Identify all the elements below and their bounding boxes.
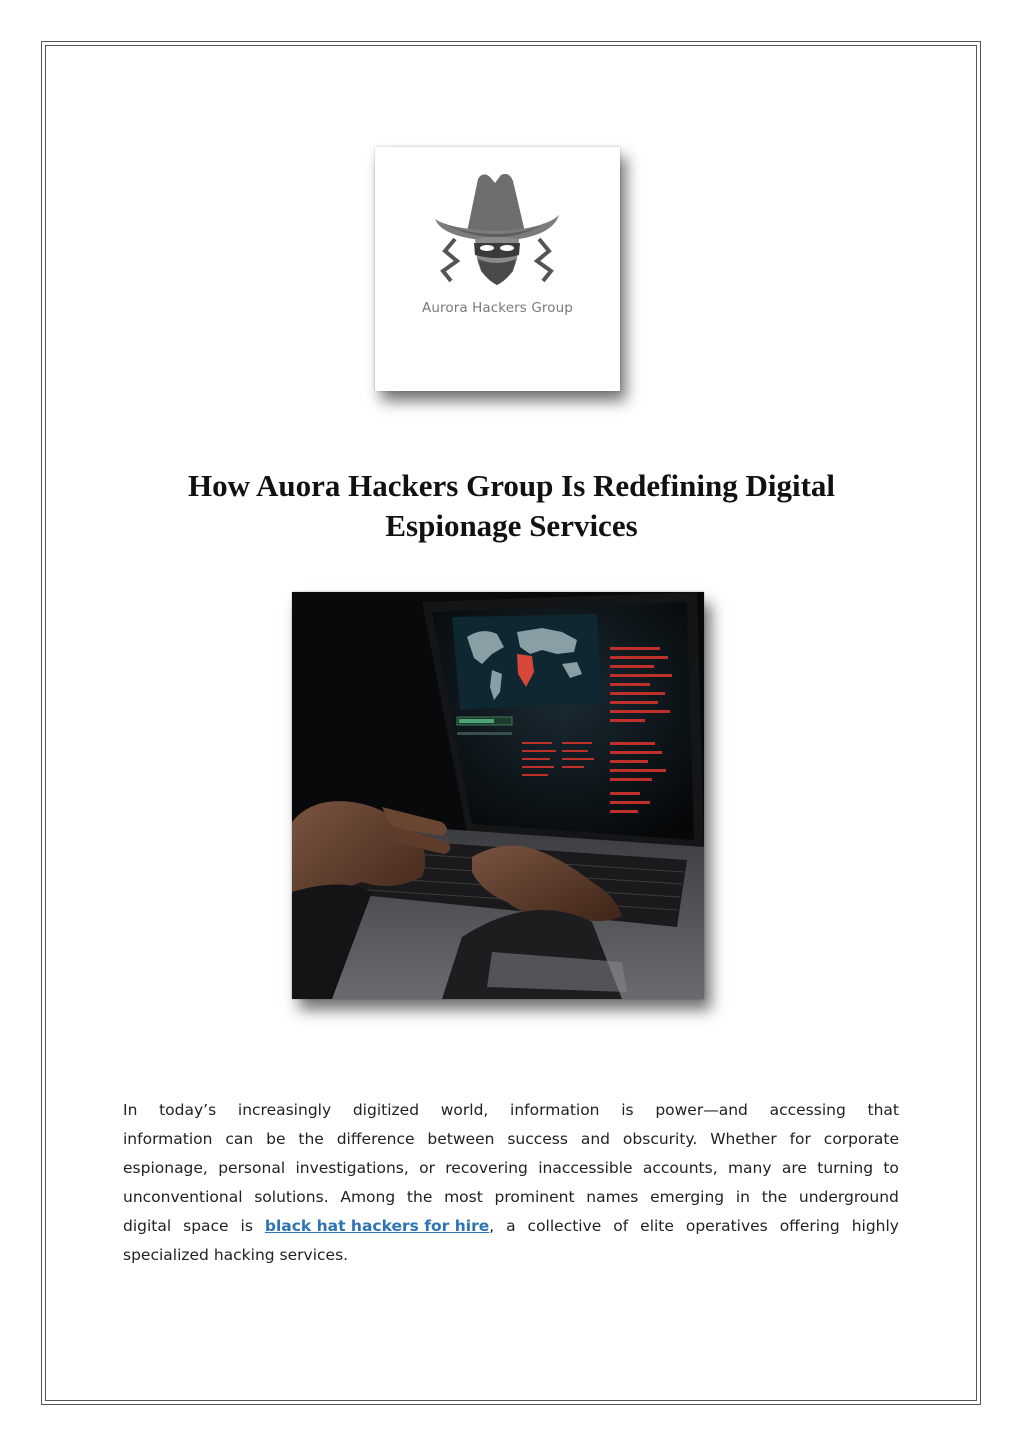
word: investigations,	[295, 1159, 409, 1177]
word: can	[225, 1130, 254, 1148]
word: to	[883, 1159, 899, 1177]
page-title	[120, 466, 903, 546]
word: espionage,	[123, 1159, 208, 1177]
word: Whether	[710, 1130, 777, 1148]
laptop-photo-art	[292, 592, 704, 999]
word: emerging	[650, 1188, 725, 1206]
hat-masked-hacker-icon	[375, 147, 620, 297]
word: between	[427, 1130, 495, 1148]
word: Among	[340, 1188, 396, 1206]
paragraph-line-6	[123, 1241, 899, 1270]
word: offering	[779, 1217, 840, 1235]
word: that	[867, 1101, 899, 1119]
word: collective	[527, 1217, 602, 1235]
word: or	[419, 1159, 435, 1177]
word: world,	[440, 1101, 489, 1119]
word: solutions.	[254, 1188, 329, 1206]
logo-card	[375, 147, 620, 391]
paragraph-line-2	[123, 1125, 899, 1154]
word: ,	[489, 1217, 495, 1235]
word: underground	[798, 1188, 899, 1206]
word: information	[510, 1101, 600, 1119]
logo-brand-text: Aurora Hackers Group	[422, 300, 573, 316]
word: most	[444, 1188, 483, 1206]
hands-typing-laptop-world-map-photo	[292, 592, 704, 999]
word: a	[506, 1217, 516, 1235]
black-hat-hackers-link[interactable]: black hat hackers for hire	[264, 1217, 490, 1235]
word: increasingly	[237, 1101, 332, 1119]
word: for	[789, 1130, 811, 1148]
word: digitized	[352, 1101, 420, 1119]
word: inaccessible	[538, 1159, 633, 1177]
word: digital	[123, 1217, 172, 1235]
paragraph-line-6-text: specialized hacking services.	[123, 1246, 349, 1264]
word: turning	[817, 1159, 874, 1177]
word: in	[735, 1188, 751, 1206]
word: is	[621, 1101, 634, 1119]
word: unconventional	[123, 1188, 243, 1206]
word: obscurity.	[622, 1130, 698, 1148]
word: today’s	[159, 1101, 217, 1119]
paragraph-line-3	[123, 1154, 899, 1183]
link-group	[265, 1212, 494, 1241]
word: are	[781, 1159, 807, 1177]
word: space	[183, 1217, 229, 1235]
word: power—and	[655, 1101, 748, 1119]
word: accessing	[769, 1101, 846, 1119]
word: many	[727, 1159, 772, 1177]
word: elite	[640, 1217, 674, 1235]
word: success	[507, 1130, 568, 1148]
word: highly	[851, 1217, 899, 1235]
paragraph-line-1	[123, 1096, 899, 1125]
word: prominent	[494, 1188, 575, 1206]
word: names	[586, 1188, 639, 1206]
word: In	[123, 1101, 138, 1119]
word: corporate	[823, 1130, 899, 1148]
word: be	[266, 1130, 286, 1148]
title-line-1: How Auora Hackers Group Is Redefining Digital	[187, 468, 836, 503]
word: of	[613, 1217, 629, 1235]
word: the	[761, 1188, 788, 1206]
word: accounts,	[642, 1159, 718, 1177]
word: difference	[336, 1130, 415, 1148]
title-line-2: Espionage Services	[385, 508, 638, 543]
word: operatives	[685, 1217, 768, 1235]
word: the	[406, 1188, 433, 1206]
body-paragraph	[123, 1096, 899, 1270]
paragraph-line-5	[123, 1212, 899, 1241]
word: information	[123, 1130, 213, 1148]
word: personal	[218, 1159, 286, 1177]
word: is	[240, 1217, 253, 1235]
word: the	[298, 1130, 324, 1148]
paragraph-line-4	[123, 1183, 899, 1212]
word: and	[580, 1130, 611, 1148]
word: recovering	[445, 1159, 528, 1177]
